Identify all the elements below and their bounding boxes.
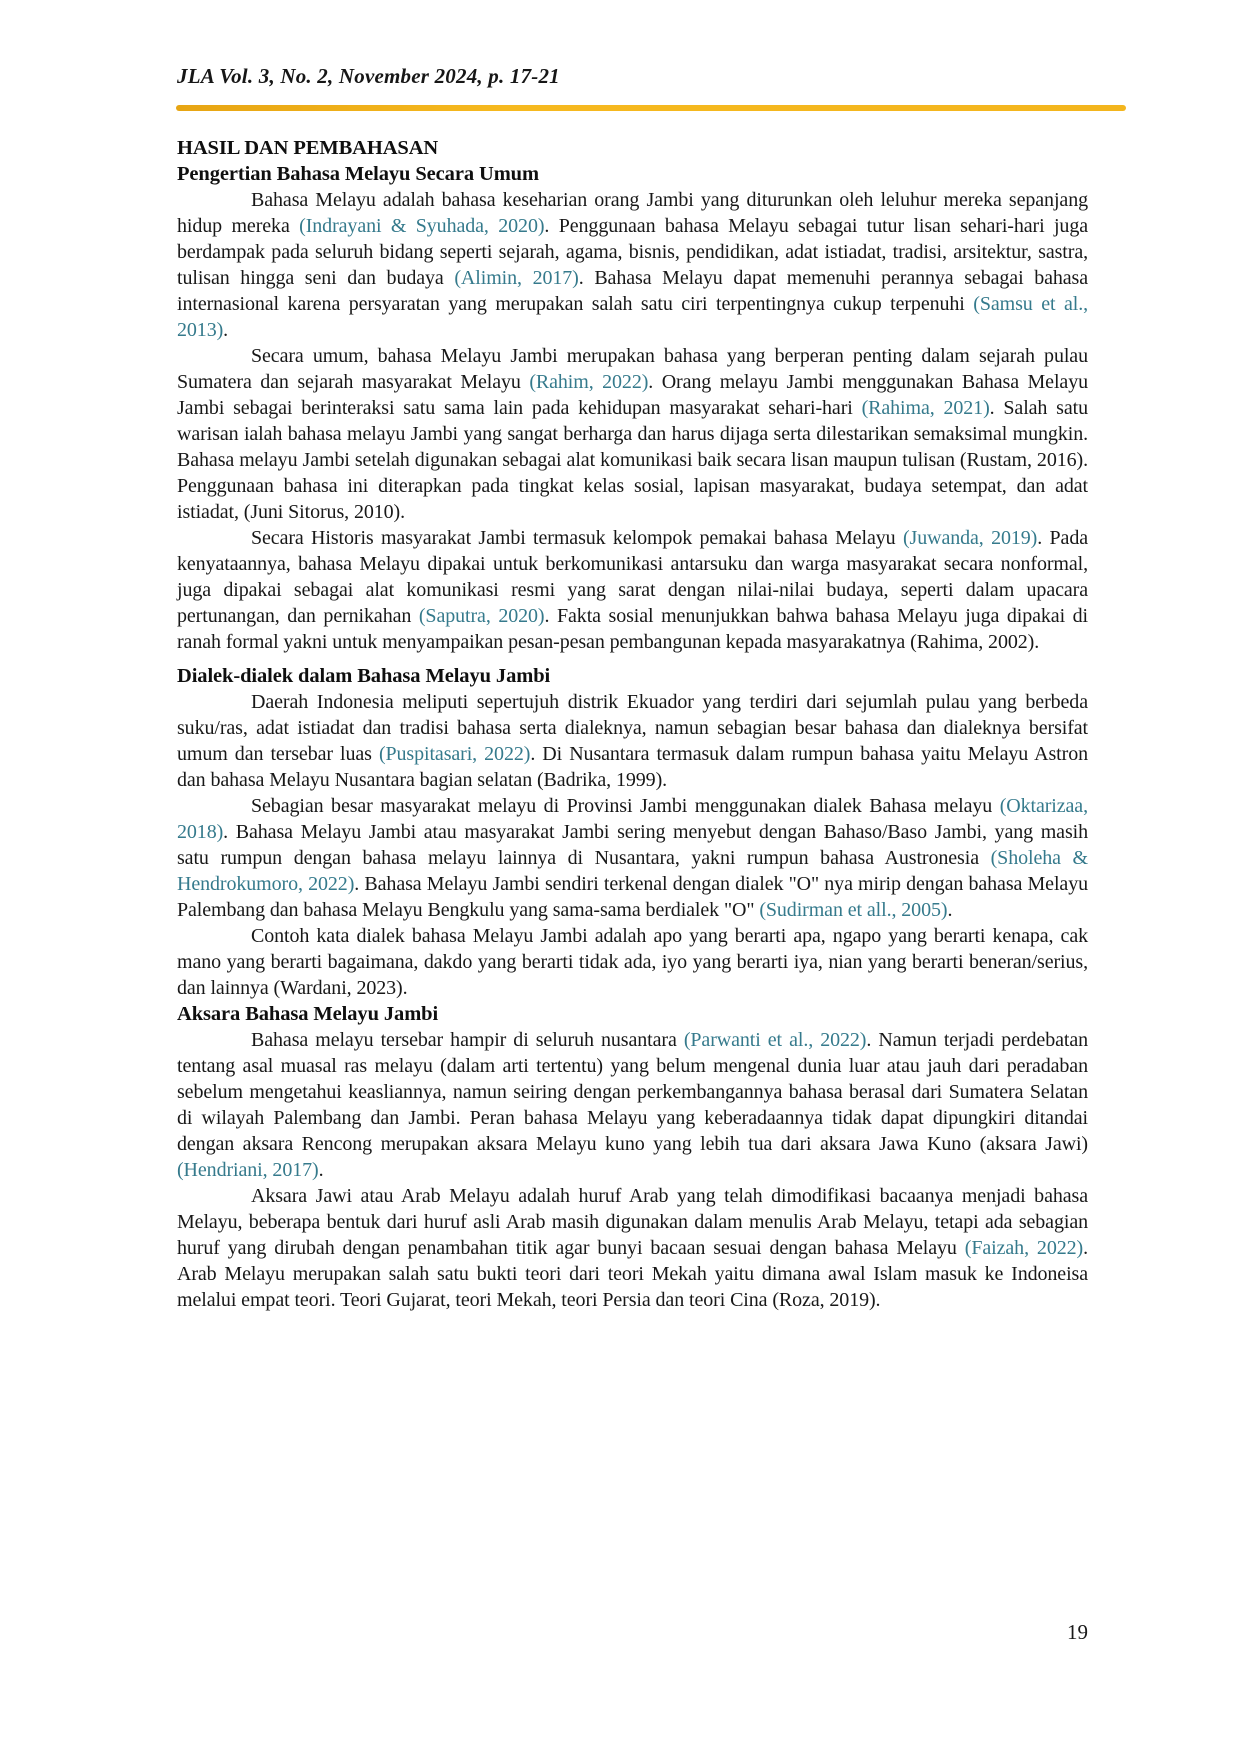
body-text: Daerah Indonesia meliputi sepertujuh distrik Ekuador yang terdiri dari sejumlah pulau yang berbeda suku/ras, adat istiadat dan tradisi bahasa serta dialeknya, namun sebagian besar bahasa dan dialeknya bersifat umum dan tersebar luas (177, 691, 1088, 765)
header-rule (176, 105, 1126, 111)
body-text: . Namun terjadi perdebatan tentang asal muasal ras melayu (dalam arti tertentu) yang belum mengenal dunia luar atau jauh dari peradaban sebelum mengetahui keasliannya, namun seiring dengan perkembangannya bahasa berasal dari Sumatera Selatan di wilayah Palembang dan Jambi. Peran bahasa Melayu yang keberadaannya tidak dapat dipungkiri ditandai dengan aksara Rencong merupakan aksara Melayu kuno yang lebih tua dari aksara Jawa Kuno (aksara Jawi) (177, 1029, 1089, 1155)
citation-text: (Rahim, 2022) (529, 371, 649, 393)
citation-text: (Sudirman et all., 2005) (759, 899, 948, 921)
citation-text: (Hendriani, 2017) (177, 1159, 319, 1181)
paragraph-5 (177, 793, 1088, 923)
subsection-heading-pengertian: Pengertian Bahasa Melayu Secara Umum (177, 163, 539, 185)
body-text: Bahasa Melayu adalah bahasa keseharian orang Jambi yang diturunkan oleh leluhur mereka sepanjang hidup mereka (177, 189, 1088, 237)
page-number: 19 (1067, 1620, 1088, 1644)
citation-text: (Parwanti et al., 2022) (683, 1029, 867, 1051)
body-text: . Pada kenyataannya, bahasa Melayu dipakai untuk berkomunikasi antarsuku dan warga masyarakat secara nonformal, juga dipakai sebagai alat komunikasi resmi yang sarat dengan nilai-nilai budaya, seperti dalam upacara pertunangan, dan pernikahan (177, 527, 1088, 627)
subsection-heading-aksara: Aksara Bahasa Melayu Jambi (177, 1003, 439, 1025)
body-text: . Salah satu warisan ialah bahasa melayu Jambi yang sangat berharga dan harus dijaga serta dilestarikan semaksimal mungkin. Bahasa melayu Jambi setelah digunakan sebagai alat komunikasi baik secara lisan maupun tulisan (Rustam, 2016). Penggunaan bahasa ini diterapkan pada tingkat kelas sosial, lapisan masyarakat, budaya setempat, dan adat istiadat, (Juni Sitorus, 2010). (177, 397, 1088, 523)
paragraph-7 (177, 1027, 1088, 1183)
body-text: Bahasa melayu tersebar hampir di seluruh nusantara (251, 1029, 684, 1051)
citation-text: (Indrayani & Syuhada, 2020) (299, 215, 545, 237)
body-text: Secara umum, bahasa Melayu Jambi merupakan bahasa yang berperan penting dalam sejarah pulau Sumatera dan sejarah masyarakat Melayu (177, 345, 1088, 393)
body-text: . Bahasa Melayu dapat memenuhi perannya sebagai bahasa internasional karena persyaratan yang merupakan salah satu ciri terpentingnya cukup terpenuhi (177, 267, 1089, 315)
paragraph-2 (177, 343, 1088, 525)
paragraph-4 (177, 689, 1088, 793)
body-text: . (318, 1159, 324, 1181)
citation-text: (Alimin, 2017) (454, 267, 579, 289)
article-body (177, 135, 1088, 1313)
body-text: Contoh kata dialek bahasa Melayu Jambi adalah apo yang berarti apa, ngapo yang berarti kenapa, cak mano yang berarti bagaimana, dakdo yang berarti tidak ada, iyo yang berarti iya, nian yang berarti beneran/serius, dan lainnya (Wardani, 2023). (177, 925, 1088, 999)
paragraph-8 (177, 1183, 1088, 1313)
body-text: . Orang melayu Jambi menggunakan Bahasa Melayu Jambi sebagai berinteraksi satu sama lain pada kehidupan masyarakat sehari-hari (177, 371, 1088, 419)
body-text: . Di Nusantara termasuk dalam rumpun bahasa yaitu Melayu Astron dan bahasa Melayu Nusantara bagian selatan (Badrika, 1999). (177, 743, 1088, 791)
citation-text: (Juwanda, 2019) (902, 527, 1038, 549)
citation-text: (Samsu et al., 2013) (177, 293, 1088, 341)
section-heading-hasil: HASIL DAN PEMBAHASAN (177, 137, 439, 159)
paragraph-3 (177, 525, 1088, 655)
body-text: . (947, 899, 953, 921)
paragraph-1 (177, 187, 1088, 343)
subsection-heading-dialek: Dialek-dialek dalam Bahasa Melayu Jambi (177, 665, 551, 687)
body-text: Secara Historis masyarakat Jambi termasuk kelompok pemakai bahasa Melayu (251, 527, 903, 549)
body-text: . Bahasa Melayu Jambi atau masyarakat Jambi sering menyebut dengan Bahaso/Baso Jambi, yang masih satu rumpun dengan bahasa melayu lainnya di Nusantara, yakni rumpun bahasa Austronesia (177, 821, 1088, 869)
running-header: JLA Vol. 3, No. 2, November 2024, p. 17-21 (177, 64, 560, 88)
citation-text: (Rahima, 2021) (861, 397, 990, 419)
body-text: . Fakta sosial menunjukkan bahwa bahasa Melayu juga dipakai di ranah formal yakni untuk menyampaikan pesan-pesan pembangunan kepada masyarakatnya (Rahima, 2002). (177, 605, 1088, 653)
citation-text: (Saputra, 2020) (418, 605, 545, 627)
body-text: . Penggunaan bahasa Melayu sebagai tutur lisan sehari-hari juga berdampak pada seluruh bidang seperti sejarah, agama, bisnis, pendidikan, adat istiadat, tradisi, arsitektur, sastra, tulisan hingga seni dan budaya (177, 215, 1089, 289)
body-text: . Bahasa Melayu Jambi sendiri terkenal dengan dialek "O" nya mirip dengan bahasa Melayu Palembang dan bahasa Melayu Bengkulu yang sama-sama berdialek "O" (177, 873, 1088, 921)
body-text: Aksara Jawi atau Arab Melayu adalah huruf Arab yang telah dimodifikasi bacaanya menjadi bahasa Melayu, beberapa bentuk dari huruf asli Arab masih digunakan dalam menulis Arab Melayu, tetapi ada sebagian huruf yang dirubah dengan penambahan titik agar bunyi bacaan sesuai dengan bahasa Melayu (177, 1185, 1088, 1259)
paragraph-6 (177, 923, 1088, 1001)
body-text: . (223, 319, 229, 341)
body-text: Sebagian besar masyarakat melayu di Provinsi Jambi menggunakan dialek Bahasa melayu (251, 795, 1000, 817)
citation-text: (Faizah, 2022) (964, 1237, 1084, 1259)
citation-text: (Sholeha & Hendrokumoro, 2022) (177, 847, 1088, 895)
citation-text: (Oktarizaa, 2018) (177, 795, 1088, 843)
citation-text: (Puspitasari, 2022) (378, 743, 531, 765)
body-text: . Arab Melayu merupakan salah satu bukti teori dari teori Mekah yaitu dimana awal Islam masuk ke Indoneisa melalui empat teori. Teori Gujarat, teori Mekah, teori Persia dan teori Cina (Roza, 2019). (177, 1237, 1088, 1311)
